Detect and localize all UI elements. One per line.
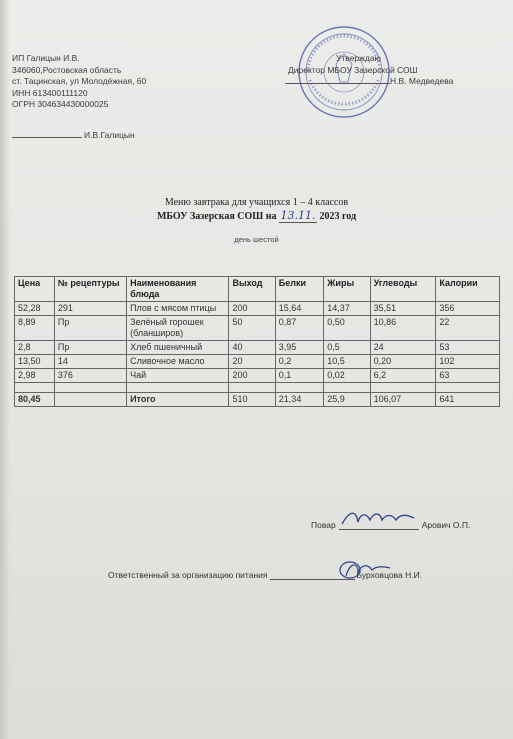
cook-name: Арович О.П. (421, 520, 471, 530)
approval-label: Утверждаю (336, 53, 381, 63)
table-row (15, 302, 500, 316)
org-line: ОГРН 304634430000025 (12, 99, 109, 109)
empty-row (15, 383, 500, 393)
signature-blank (270, 579, 355, 580)
cell-dish: Чай (127, 369, 229, 383)
cell-carbs: 6,2 (370, 369, 436, 383)
total-protein: 21,34 (275, 393, 324, 407)
org-signature-line (12, 130, 135, 140)
cell-output: 50 (229, 316, 275, 341)
title-suffix: 2023 год (319, 211, 357, 222)
header-output: Выход (229, 277, 275, 302)
empty-cell (275, 383, 324, 393)
cell-price: 8,89 (15, 316, 55, 341)
empty-cell (127, 383, 229, 393)
header-fat: Жиры (324, 277, 370, 302)
empty-cell (436, 383, 500, 393)
total-price: 80,45 (15, 393, 55, 407)
title-line-1: Меню завтрака для учащихся 1 – 4 классов (164, 197, 349, 208)
cell-recipe: Пр (54, 341, 126, 355)
cell-carbs: 24 (370, 341, 436, 355)
header-protein: Белки (275, 277, 324, 302)
cell-protein: 0,2 (275, 355, 324, 369)
day-subtitle: день шестой (234, 235, 279, 244)
cell-output: 40 (229, 341, 275, 355)
table-row (15, 369, 500, 383)
org-signer: И.В.Галицын (84, 130, 135, 140)
org-details (12, 53, 146, 111)
cell-fat: 0,5 (324, 341, 370, 355)
cell-recipe: 291 (54, 302, 126, 316)
header-price: Цена (15, 277, 55, 302)
cell-dish: Сливочное масло (127, 355, 229, 369)
total-label: Итого (127, 393, 229, 407)
cell-carbs: 35,51 (370, 302, 436, 316)
responsible-label: Ответственный за организацию питания (108, 570, 268, 580)
org-line: ИНН 613400111120 (12, 87, 88, 98)
table-row (15, 355, 500, 369)
page-edge-shadow (0, 0, 10, 739)
title-line-2 (0, 209, 513, 223)
responsible-name: Бурховцова Н.И. (356, 570, 423, 580)
empty-cell (324, 383, 370, 393)
cell-protein: 0,87 (275, 316, 324, 341)
responsible-signature-line (108, 570, 422, 580)
table-row (15, 341, 500, 355)
cook-label: Повар (311, 520, 336, 530)
cell-fat: 10,5 (324, 355, 370, 369)
org-line: 346060,Ростовская область (12, 64, 122, 75)
total-fat: 25,9 (324, 393, 370, 407)
title-prefix: МБОУ Зазерская СОШ на (156, 211, 277, 222)
empty-cell (370, 383, 436, 393)
cell-protein: 15,64 (275, 302, 324, 316)
table-row (15, 316, 500, 341)
cell-output: 20 (229, 355, 275, 369)
cell-recipe: 14 (54, 355, 126, 369)
approval-block (280, 53, 505, 88)
cell-dish: Хлеб пшеничный (127, 341, 229, 355)
cell-output: 200 (229, 302, 275, 316)
header-carbs: Углеводы (370, 277, 436, 302)
empty-cell (229, 383, 275, 393)
cell-fat: 14,37 (324, 302, 370, 316)
signature-blank (339, 529, 419, 530)
org-line: ст. Тацинская, ул Молодёжная, 60 (12, 76, 147, 86)
cell-fat: 0,50 (324, 316, 370, 341)
cell-dish: Зелёный горошек (бланширов) (127, 316, 229, 341)
empty-cell (54, 383, 126, 393)
cell-calories: 22 (436, 316, 500, 341)
total-carbs: 106,07 (370, 393, 436, 407)
table-header-row (15, 277, 500, 302)
header-dish: Наименования блюда (127, 277, 229, 302)
menu-table (14, 276, 500, 407)
approval-position: Директор МБОУ Зазерской СОШ (288, 64, 418, 75)
cell-recipe: 376 (54, 369, 126, 383)
cell-protein: 3,95 (275, 341, 324, 355)
date-field: 13.11. (280, 209, 316, 222)
cell-calories: 102 (436, 355, 500, 369)
cell-price: 13,50 (15, 355, 55, 369)
signature-blank (12, 137, 82, 138)
total-calories: 641 (436, 393, 500, 407)
cook-signature-line (311, 520, 470, 530)
org-line: ИП Галицын И.В. (12, 53, 80, 63)
total-row (15, 393, 500, 407)
menu-title (0, 196, 513, 223)
cell-price: 2,8 (15, 341, 55, 355)
cell-protein: 0,1 (275, 369, 324, 383)
total-output: 510 (229, 393, 275, 407)
cell-carbs: 0,20 (370, 355, 436, 369)
approval-signer: Н.В. Медведева (390, 76, 454, 86)
cell-calories: 356 (436, 302, 500, 316)
header-recipe: № рецептуры (54, 277, 126, 302)
cell-recipe: Пр (54, 316, 126, 341)
cell-calories: 63 (436, 369, 500, 383)
approval-signature-line (280, 76, 505, 88)
cell-dish: Плов с мясом птицы (127, 302, 229, 316)
cell-carbs: 10,86 (370, 316, 436, 341)
cell-fat: 0,02 (324, 369, 370, 383)
cell-price: 52,28 (15, 302, 55, 316)
cell-output: 200 (229, 369, 275, 383)
signature-blank (285, 83, 390, 84)
cell-price: 2,98 (15, 369, 55, 383)
cell-calories: 53 (436, 341, 500, 355)
empty-cell (15, 383, 55, 393)
header-calories: Калории (436, 277, 500, 302)
total-recipe (54, 393, 126, 407)
